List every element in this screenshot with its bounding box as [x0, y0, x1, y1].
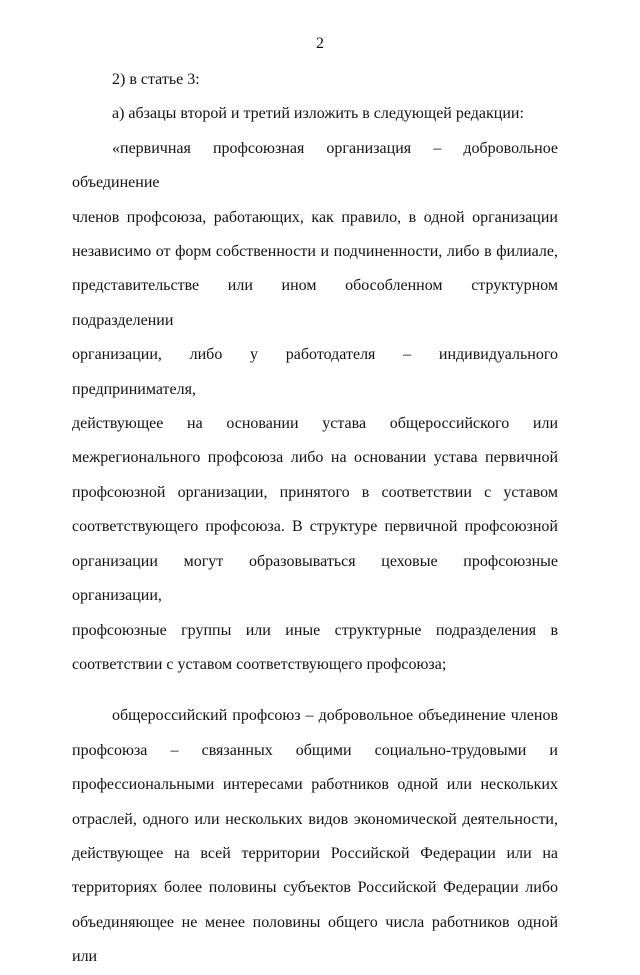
- text-line: членов профсоюза, работающих, как правило, в одной организации: [72, 208, 558, 226]
- text-line: профсоюзные группы или иные структурные подразделения в: [72, 621, 558, 639]
- document-body: [72, 63, 558, 975]
- text-line: соответствующего профсоюза. В структуре первичной профсоюзной: [72, 518, 558, 536]
- text-line: действующее на основании устава общероссийского или: [72, 415, 558, 433]
- text-line: действующее на всей территории Российской Федерации или на: [72, 844, 558, 862]
- paragraph-primary-organization: [72, 132, 558, 683]
- text-line: соответствии с уставом соответствующего профсоюза;: [72, 655, 447, 673]
- paragraph-all-russian-union: [72, 699, 558, 974]
- text-line: организации, либо у работодателя – индивидуального предпринимателя,: [72, 346, 558, 398]
- text-line: объединяющее не менее половины общего числа работников одной или: [72, 913, 558, 966]
- text-line: профсоюзной организации, принятого в соответствии с уставом: [72, 483, 558, 501]
- page-number: 2: [316, 35, 324, 52]
- text-line: территориях более половины субъектов Российской Федерации либо: [72, 879, 558, 897]
- item-2-heading: 2) в статье 3:: [112, 71, 200, 88]
- text-line: общероссийский профсоюз – добровольное объединение членов: [112, 707, 558, 725]
- text-line: представительстве или ином обособленном структурном подразделении: [72, 277, 558, 329]
- text-line: отраслей, одного или нескольких видов экономической деятельности,: [72, 810, 558, 828]
- item-a-heading: а) абзацы второй и третий изложить в следующей редакции:: [112, 105, 524, 123]
- text-line: организации могут образовываться цеховые профсоюзные организации,: [72, 552, 558, 605]
- text-line: «первичная профсоюзная организация – добровольное объединение: [72, 139, 558, 192]
- text-line: профессиональными интересами работников одной или нескольких: [72, 776, 558, 794]
- text-line: независимо от форм собственности и подчиненности, либо в филиале,: [72, 243, 558, 261]
- text-line: профсоюза – связанных общими социально-трудовыми и: [72, 741, 558, 759]
- text-line: межрегионального профсоюза либо на основании устава первичной: [72, 449, 558, 467]
